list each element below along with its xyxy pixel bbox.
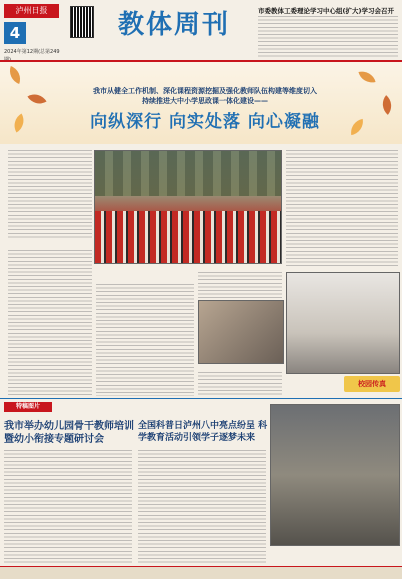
leaf-icon [27,89,46,108]
lead-photo [94,150,282,264]
bottom-column-1 [4,450,132,564]
section-title: 教体周刊 [118,10,231,40]
leaf-icon [6,66,24,84]
features-tag: 特稿图片 [4,402,52,412]
section-stamp: 校园传真 [344,376,400,392]
lead-headline[interactable]: 向纵深行 向实处落 向心凝融 [90,112,320,132]
bottom-headline-2[interactable]: 全国科普日泸州八中亮点纷呈 科学教育活动引领学子逐梦未来 [138,421,268,443]
qr-code-icon [70,6,94,38]
right-photo [286,272,400,374]
lead-column-1b [8,250,92,396]
lead-kicker-2: 持续推进大中小学思政课一体化建设—— [142,97,268,105]
secondary-photo [198,300,284,364]
bottom-column-2 [138,450,266,564]
lead-kicker-1: 我市从健全工作机制、深化课程资源挖掘及强化教师队伍构建等维度切入 [93,87,317,95]
paper-logo: 泸州日报 [4,4,59,18]
leaf-icon [358,68,375,85]
issue-line: 2024年第12期(总第249 [4,49,60,55]
photo-trees [95,151,281,196]
page-number: 4 [4,22,26,44]
lead-column-right [286,150,398,268]
photo-crowd [95,211,281,263]
bottom-headline-1[interactable]: 我市举办幼儿园骨干教师培训暨幼小衔接专题研讨会 [4,421,134,445]
lead-column-2 [96,284,194,396]
lead-column-3 [198,272,282,298]
top-right-body [258,16,398,58]
page-footer [0,566,402,579]
lead-column-3b [198,372,282,396]
top-right-headline[interactable]: 市委教体工委理论学习中心组(扩大)学习会召开 [258,7,394,15]
lead-column-1 [8,150,92,238]
section-divider [0,398,402,399]
bottom-photo [270,404,400,546]
